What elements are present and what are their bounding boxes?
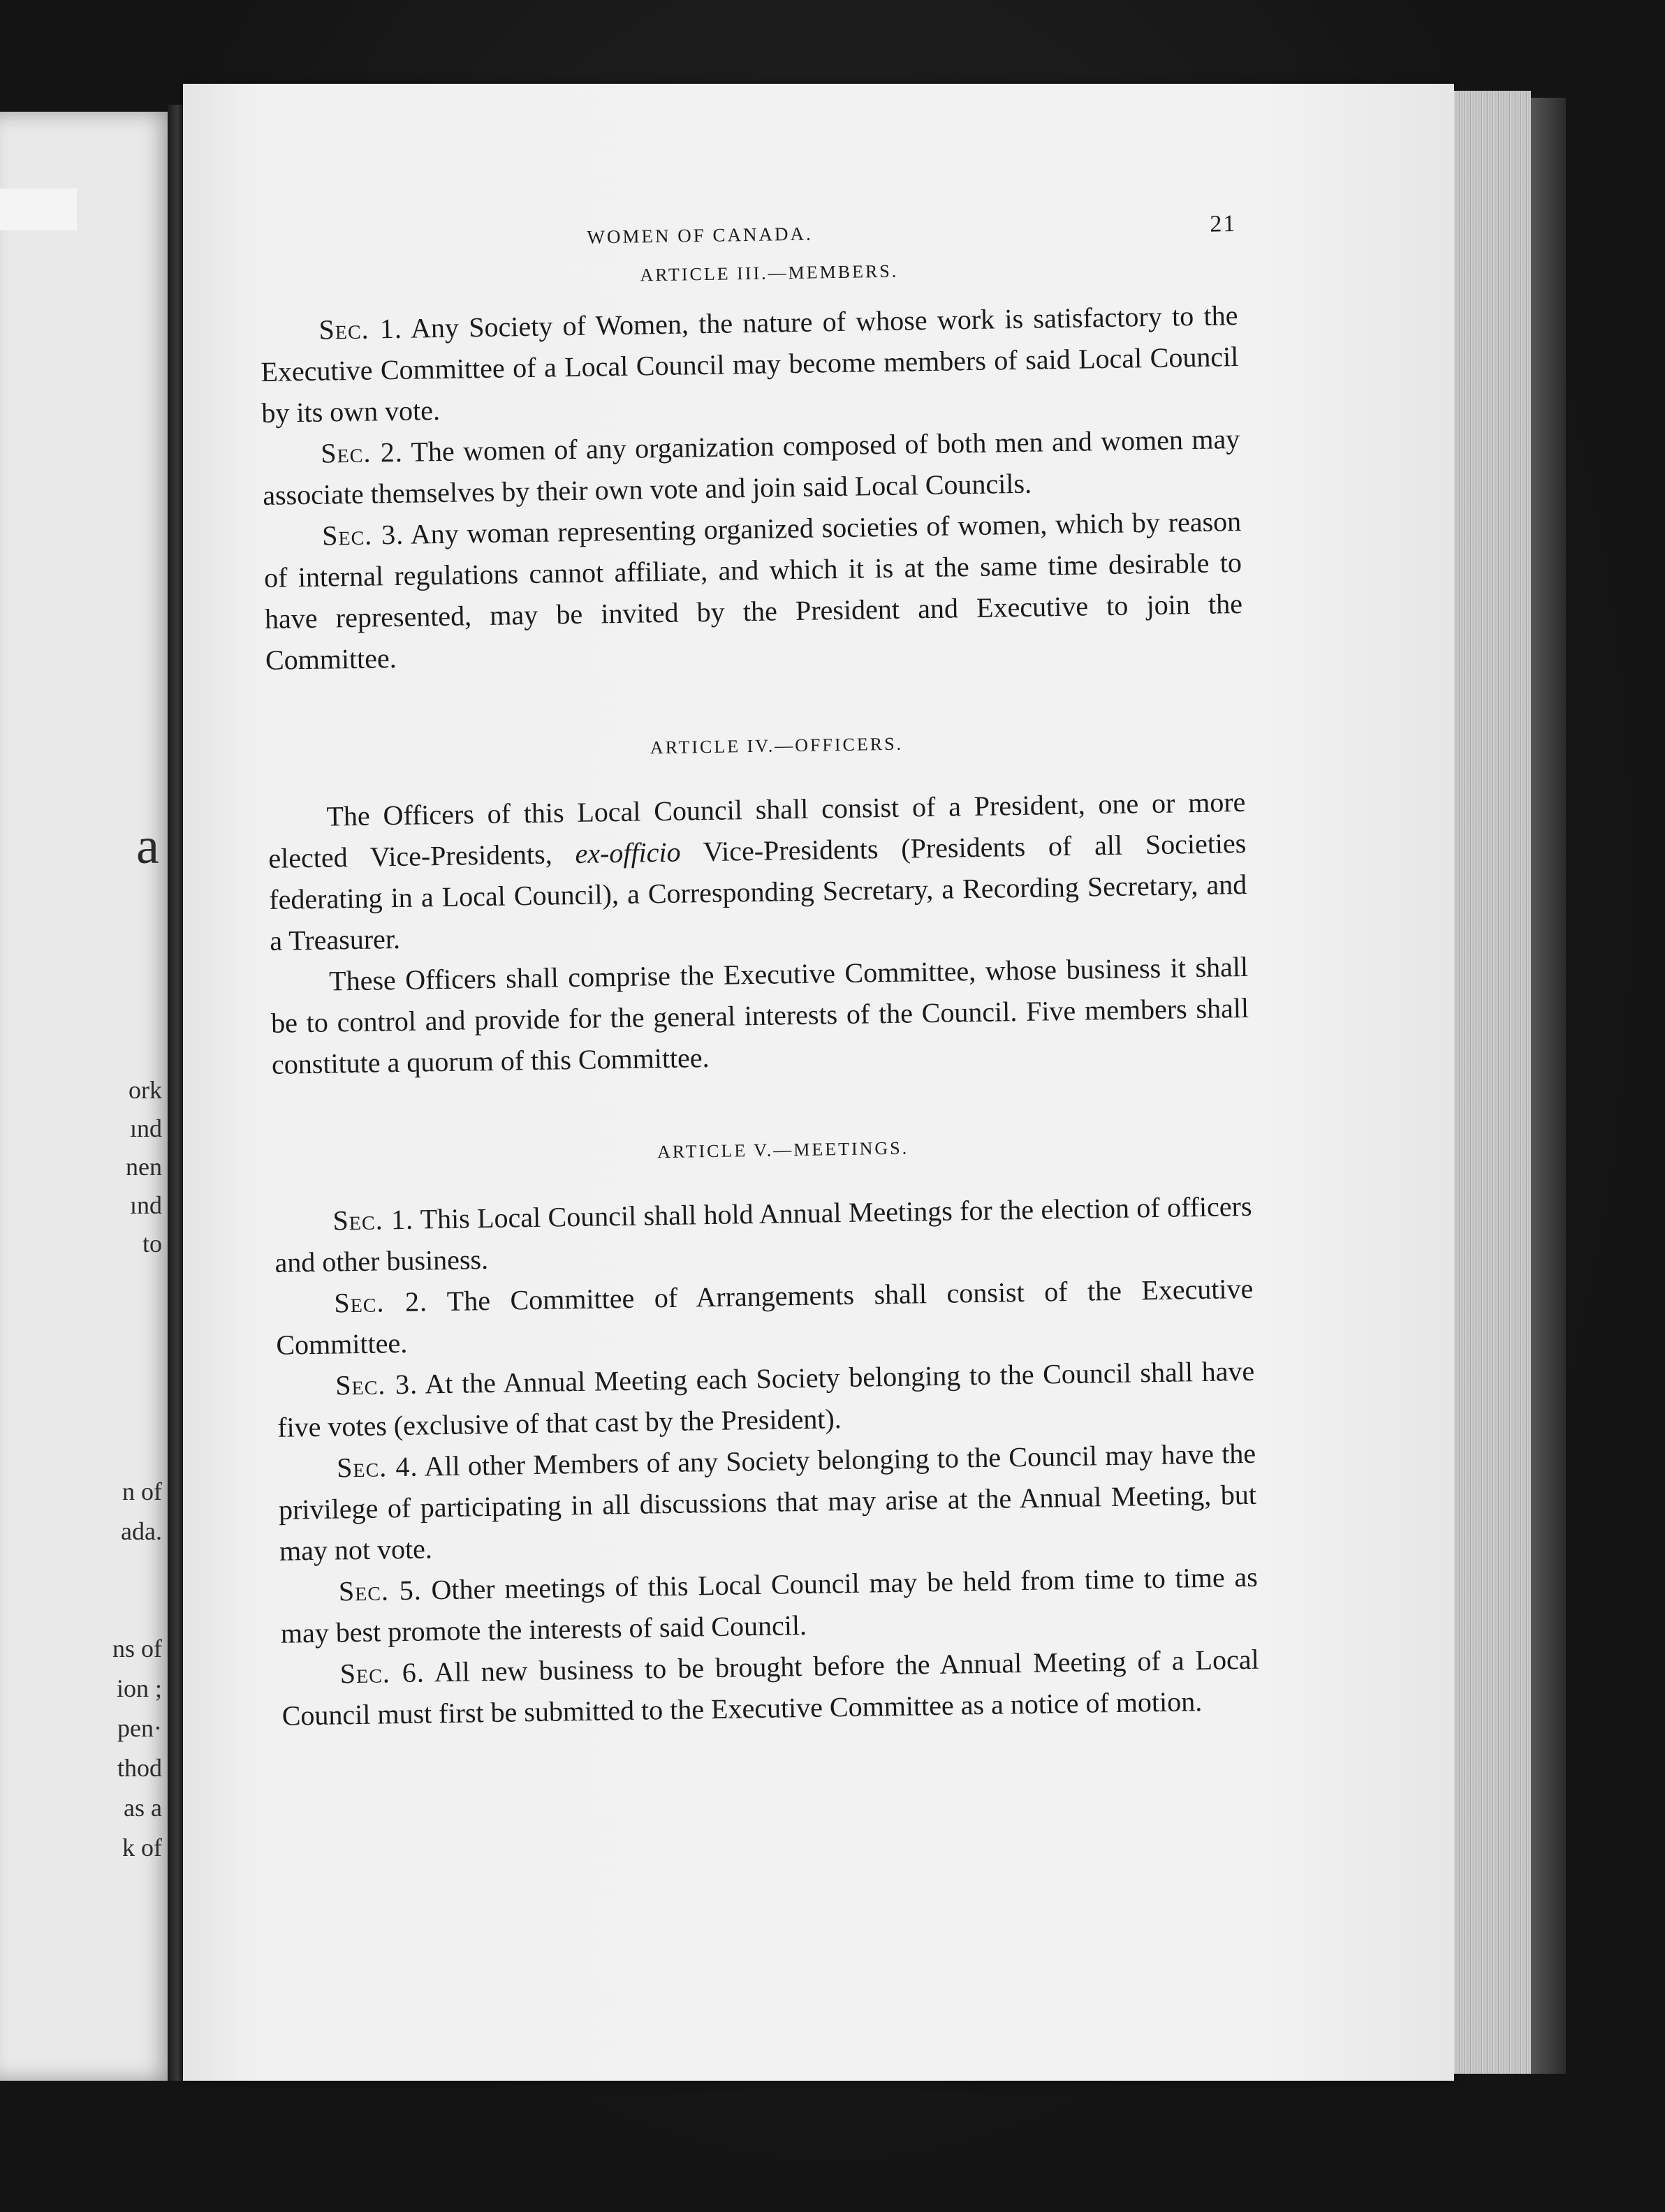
section-text: At the Annual Meeting each Society belonging to the Council shall have five votes (exclusive of that cast by the President).	[277, 1355, 1255, 1443]
left-fragment: thod	[117, 1754, 162, 1782]
section-text: Any Society of Women, the nature of whose work is satisfactory to the Executive Committee of a Local Council may become members of said Local Council by its own vote.	[261, 299, 1239, 429]
left-fragment: n of	[122, 1477, 162, 1505]
left-fragment: as a	[124, 1794, 162, 1822]
section-label: Sec. 6.	[339, 1656, 425, 1690]
page-number: 21	[1210, 211, 1237, 237]
article-heading: ARTICLE V.—MEETINGS.	[657, 1137, 909, 1163]
paper-strip	[0, 189, 77, 230]
page-text	[258, 201, 1260, 1737]
section-label: Sec. 1.	[332, 1203, 414, 1237]
section-text: Other meetings of this Local Council may be held from time to time as may best promote the interests of said Council.	[280, 1561, 1259, 1649]
section-text: The women of any organization composed of both men and women may associate themselves by their own vote and join said Local Councils.	[262, 422, 1240, 511]
facing-page-left	[0, 112, 175, 2081]
section-paragraph	[274, 1186, 1253, 1283]
section-text: The Officers of this Local Council shall consist of a President, one or more elected Vice-Presidents,	[268, 786, 1246, 874]
article-heading: ARTICLE III.—MEMBERS.	[640, 260, 899, 286]
left-fragment: nen	[126, 1153, 162, 1181]
section-text: All new business to be brought before the Annual Meeting of a Local Council must first be submitted to the Executive Committee as a notice of motion.	[281, 1643, 1260, 1732]
section-label: Sec. 1.	[318, 312, 403, 346]
section-paragraph	[262, 418, 1241, 516]
section-label: Sec. 3.	[321, 518, 404, 552]
section-text: The Committee of Arrangements shall consist of the Executive Committee.	[276, 1272, 1254, 1361]
section-paragraph	[275, 1268, 1254, 1366]
section-text: Any woman representing organized societies of women, which by reason of internal regulations cannot affiliate, and which it is at the same time desirable to have represented, may be invited by the President and Executive to join the Committee.	[263, 505, 1243, 676]
left-fragment: ns of	[112, 1635, 162, 1662]
left-fragment: ınd	[129, 1114, 162, 1142]
left-fragment: k of	[122, 1834, 162, 1861]
page-edges	[1454, 91, 1531, 2074]
section-label: Sec. 3.	[335, 1368, 418, 1401]
section-label: Sec. 2.	[334, 1285, 428, 1319]
left-fragment: to	[142, 1230, 162, 1258]
section-text: Vice-Presidents (Presidents of all Societies federating in a Local Council), a Corresponding Secretary, a Recording Secretary, and a Treasurer.	[269, 827, 1247, 957]
section-text: This Local Council shall hold Annual Meetings for the election of officers and other business.	[274, 1190, 1252, 1278]
section-label: Sec. 5.	[338, 1574, 423, 1607]
section-text: All other Members of any Society belonging to the Council may have the privilege of participating in all discussions that may arise at the Annual Meeting, but may not vote.	[278, 1437, 1257, 1567]
section-label: Sec. 2.	[320, 436, 404, 469]
left-fragment: a	[136, 818, 159, 875]
article-heading: ARTICLE IV.—OFFICERS.	[650, 733, 904, 758]
section-text: These Officers shall comprise the Executive Committee, whose business it shall be to control and provide for the general interests of the Council. Five members shall constitute a quorum of this Committee.	[270, 950, 1249, 1080]
section-paragraph	[279, 1556, 1259, 1654]
section-paragraph	[263, 501, 1244, 681]
section-paragraph	[277, 1350, 1256, 1448]
section-paragraph	[260, 295, 1240, 434]
section-label: Sec. 4.	[336, 1450, 418, 1484]
left-fragment: ion ;	[116, 1674, 162, 1702]
left-fragment: ada.	[121, 1517, 162, 1545]
officers-paragraph	[270, 946, 1250, 1085]
italic-term: ex-officio	[575, 836, 681, 869]
cover-edge	[1531, 98, 1566, 2074]
officers-paragraph	[267, 781, 1248, 961]
left-fragment: ınd	[129, 1191, 162, 1219]
left-fragment: pen·	[117, 1714, 162, 1742]
running-head-title: WOMEN OF CANADA.	[587, 223, 813, 248]
left-fragment: ork	[129, 1076, 162, 1104]
section-paragraph	[281, 1639, 1260, 1737]
section-paragraph	[278, 1433, 1258, 1572]
